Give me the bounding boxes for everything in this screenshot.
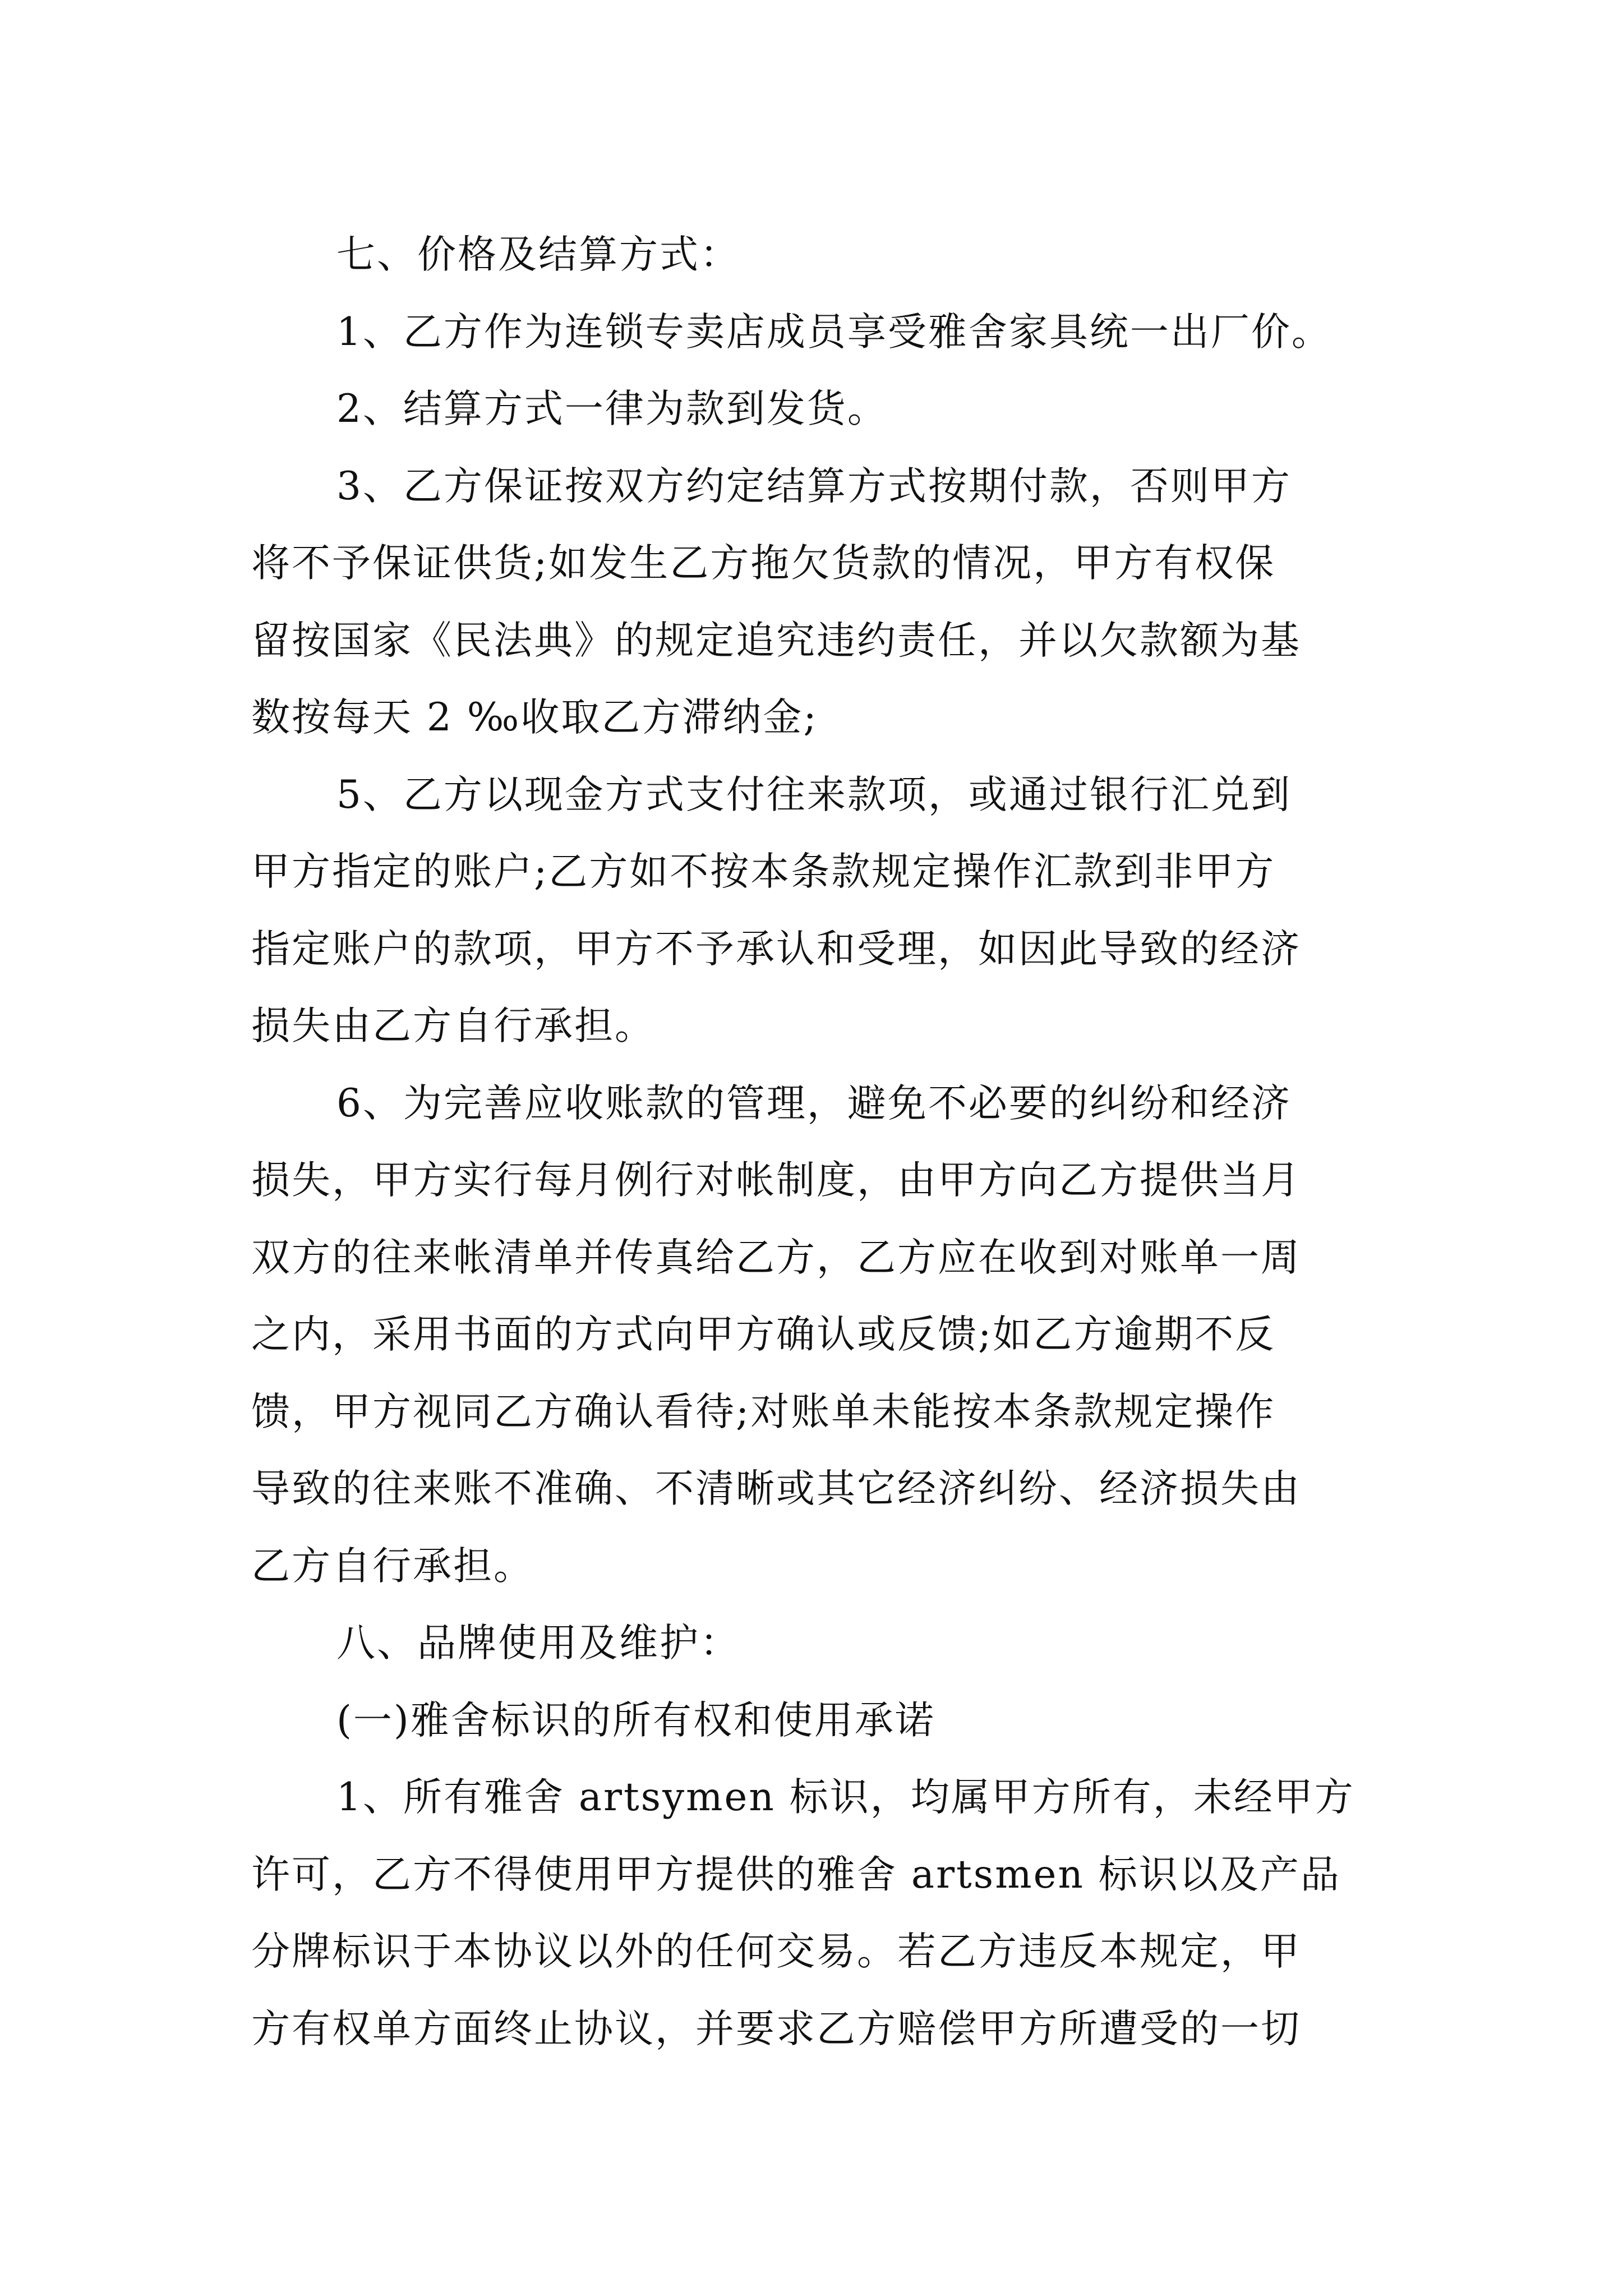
paragraph-clause-1 [251,1759,1398,2068]
text-line: 留按国家《民法典》的规定追究违约责任，并以欠款额为基 [251,618,1301,663]
text-line: 方有权单方面终止协议，并要求乙方赔偿甲方所遭受的一切 [251,2006,1301,2051]
text-line: 许可，乙方不得使用甲方提供的雅舍 artsmen 标识以及产品 [251,1852,1341,1897]
text-line: 之内，采用书面的方式向甲方确认或反馈;如乙方逾期不反 [251,1312,1276,1357]
text-line: 馈，甲方视同乙方确认看待;对账单未能按本条款规定操作 [251,1389,1276,1434]
text-line: 乙方自行承担。 [251,1543,534,1589]
text-line: 6、为完善应收账款的管理，避免不必要的纠纷和经济 [336,1080,1292,1126]
section-heading [251,217,1398,294]
text-line: 5、乙方以现金方式支付往来款项，或通过银行汇兑到 [336,772,1292,817]
document-body [251,217,1398,2068]
paragraph-item-1 [251,294,1398,371]
text-line: 3、乙方保证按双方约定结算方式按期付款，否则甲方 [336,463,1292,509]
text-line: 1、所有雅舍 artsymen 标识，均属甲方所有，未经甲方 [336,1775,1355,1820]
paragraph-item-6 [251,1065,1398,1605]
text-line: 损失，甲方实行每月例行对帐制度，由甲方向乙方提供当月 [251,1158,1301,1203]
text-line: 数按每天 2 ‰收取乙方滞纳金; [251,695,818,740]
text-line: 损失由乙方自行承担。 [251,1004,655,1048]
text-line: 指定账户的款项，甲方不予承认和受理，如因此导致的经济 [251,926,1301,972]
text-line: 导致的往来账不准确、不清晰或其它经济纠纷、经济损失由 [251,1466,1301,1511]
section-heading [251,1605,1398,1682]
text-line: 2、结算方式一律为款到发货。 [336,386,888,431]
text-line: 七、价格及结算方式： [336,232,740,277]
paragraph-item-3 [251,448,1398,757]
text-line: 八、品牌使用及维护： [336,1621,740,1665]
text-line: 双方的往来帐清单并传真给乙方，乙方应在收到对账单一周 [251,1235,1301,1280]
text-line: (一)雅舍标识的所有权和使用承诺 [336,1697,935,1743]
text-line: 甲方指定的账户;乙方如不按本条款规定操作汇款到非甲方 [251,849,1276,894]
text-line: 1、乙方作为连锁专卖店成员享受雅舍家具统一出厂价。 [336,309,1332,355]
paragraph-item-5 [251,757,1398,1065]
text-line: 将不予保证供货;如发生乙方拖欠货款的情况，甲方有权保 [251,541,1276,586]
paragraph-item-2 [251,371,1398,448]
text-line: 分牌标识于本协议以外的任何交易。若乙方违反本规定，甲 [251,1929,1301,1974]
subsection-heading [251,1682,1398,1760]
